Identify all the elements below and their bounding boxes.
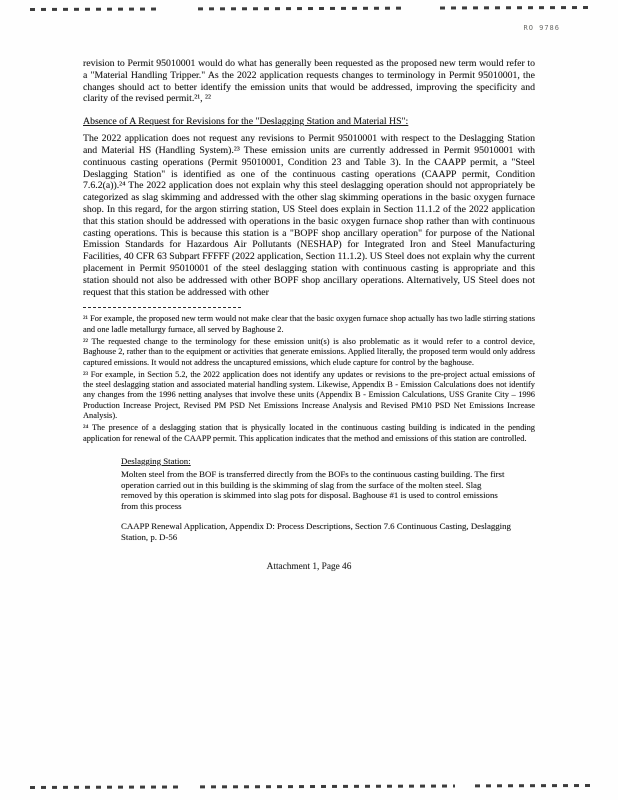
- footnotes-block: [83, 314, 535, 444]
- intro-paragraph: revision to Permit 95010001 would do what has generally been requested as the proposed new term would refer to a "Material Handling Tripper." As the 2022 application requests changes to terminology in Permit 95010001, the changes should act to better identify the emission units that would be addressed, improving the specificity and clarity of the revised permit.²¹, ²²: [83, 58, 535, 105]
- process-description-blockquote: [121, 456, 511, 543]
- scan-dash-group: [30, 785, 180, 789]
- document-id-stamp: RO 9786: [523, 24, 560, 32]
- scan-artifact-top: [30, 6, 590, 11]
- page-footer: Attachment 1, Page 46: [266, 562, 352, 573]
- footnote-21: ²¹ For example, the proposed new term would not make clear that the basic oxygen furnace shop actually has two ladle stirring stations and one ladle metallurgy furnace, all served by Baghouse 2.: [83, 314, 535, 334]
- section-heading: Absence of A Request for Revisions for the "Deslagging Station and Material HS":: [83, 116, 409, 128]
- document-content: [83, 58, 535, 572]
- footnote-22: ²² The requested change to the terminology for these emission unit(s) is also problematic as it would refer to a control device, Baghouse 2, rather than to the equipment or activities that generate emissions. Applied literally, the proposed term would only address captured emissions. It would not address the uncaptured emissions, which elude capture for control by the baghouse.: [83, 336, 535, 367]
- footnote-23: ²³ For example, in Section 5.2, the 2022 application does not identify any updates or revisions to the pre-project actual emissions of the steel deslagging station and associated material handling system. Likewise, Appendix B - Emission Calculations does not identify any changes from the 1996 netting analyses that involve these units (Appendix B - Emission Calculations, USS Granite City – 1996 Production Increase Project, Revised PM PSD Net Emissions Increase Analysis and Revised PM10 PSD Net Emissions Increase Analysis).: [83, 369, 535, 421]
- blockquote-body: Molten steel from the BOF is transferred directly from the BOFs to the continuous casting building. The first operation carried out in this building is the skimming of slag from the surface of the molten steel. Slag removed by this operation is skimmed into slag pots for disposal. Baghouse #1 is used to control emissions from this process: [121, 468, 505, 512]
- blockquote-heading: Deslagging Station:: [121, 455, 191, 466]
- footnote-24: ²⁴ The presence of a deslagging station that is physically located in the continuous casting building is indicated in the pending application for renewal of the CAAPP permit. This application indicates that the method and emissions of this station are controlled.: [83, 423, 535, 443]
- blockquote-citation: CAAPP Renewal Application, Appendix D: Process Descriptions, Section 7.6 Continuous Casting, Deslagging Station, p. D-56: [121, 520, 511, 542]
- scan-dash-group: [30, 8, 160, 11]
- scan-dash-group: [475, 784, 590, 787]
- section-body-paragraph: The 2022 application does not request any revisions to Permit 95010001 with respect to the Deslagging Station and Material HS (Handling System).²³ These emission units are currently addressed in Permit 95010001 with continuous casting operations (Permit 95010001, Condition 23 and Table 3). In the CAAPP permit, a "Steel Deslagging Station" is identified as one of the continuous casting operations (CAAPP permit, Condition 7.6.2(a)).²⁴ The 2022 application does not explain why this steel deslagging operation should not appropriately be categorized as slag skimming and addressed with the other slag skimming operations in the basic oxygen furnace shop. In this regard, for the argon stirring station, US Steel does explain in Section 11.1.2 of the 2022 application that this station should be addressed with operations in the basic oxygen furnace shop rather than with continuous casting operations. This is because this station is a "BOPF shop ancillary operation" for purpose of the National Emission Standards for Hazardous Air Pollutants (NESHAP) for Integrated Iron and Steel Manufacturing Facilities, 40 CFR 63 Subpart FFFFF (2022 application, Section 11.1.2). US Steel does not explain why the current placement in Permit 95010001 of the steel deslagging station with continuous casting is appropriate and this station should not also be addressed with other BOPF shop ancillary operations. Alternatively, US Steel does not request that this station be addressed with other: [83, 133, 535, 298]
- scan-dash-group: [440, 6, 590, 10]
- scan-artifact-bottom: [30, 784, 590, 789]
- scan-dash-group: [197, 7, 402, 11]
- footnote-separator: [83, 307, 241, 308]
- scan-dash-group: [200, 784, 455, 788]
